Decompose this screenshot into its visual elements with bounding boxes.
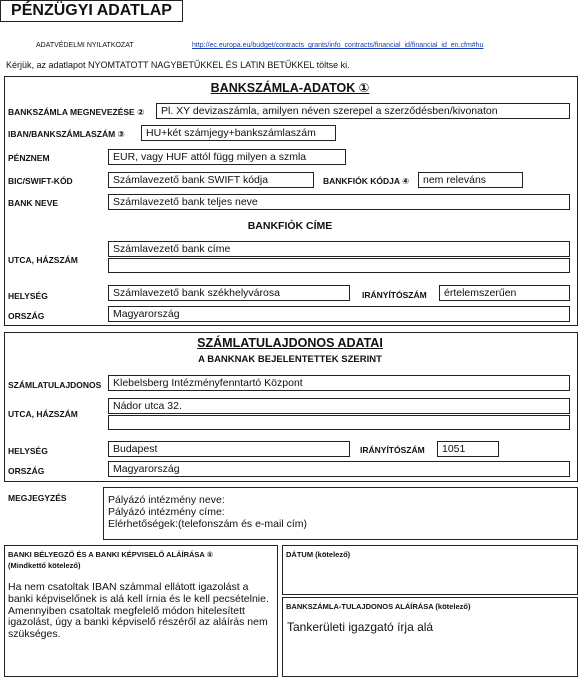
branch-address-title: BANKFIÓK CÍME (247, 220, 333, 232)
owner-city-label: HELYSÉG (8, 446, 48, 456)
bank-stamp-label: BANKI BÉLYEGZŐ ÉS A BANKI KÉPVISELŐ ALÁÍRÁSA ⑤ (8, 550, 213, 559)
bank-account-name-label: BANKSZÁMLA MEGNEVEZÉSE ② (8, 107, 145, 117)
owner-section-subtitle: A BANKNAK BEJELENTETTEK SZERINT (198, 354, 382, 365)
iban-field[interactable]: HU+két számjegy+bankszámlaszám (141, 125, 336, 141)
owner-country-label: ORSZÁG (8, 466, 45, 476)
bank-name-field[interactable]: Számlavezető bank teljes neve (108, 194, 570, 210)
owner-signature-label: BANKSZÁMLA-TULAJDONOS ALÁÍRÁSA (kötelező) (286, 602, 471, 611)
remarks-text: Pályázó intézmény neve: Pályázó intézmény címe: Elérhetőségek:(telefonszám és e-mail cím) (108, 494, 307, 530)
bank-name-label: BANK NEVE (8, 198, 59, 208)
owner-street-field-2[interactable] (108, 415, 570, 430)
currency-field[interactable]: EUR, vagy HUF attól függ milyen a szmla (108, 149, 346, 165)
bank-city-label: HELYSÉG (8, 291, 48, 301)
currency-label: PÉNZNEM (8, 153, 50, 163)
owner-street-label: UTCA, HÁZSZÁM (8, 409, 78, 419)
privacy-notice: ADATVÉDELMI NYILATKOZAT (36, 42, 134, 49)
fill-instruction: Kérjük, az adatlapot NYOMTATOTT NAGYBETŰKKEL ÉS LATIN BETŰKKEL töltse ki. (6, 60, 350, 70)
bank-street-field[interactable]: Számlavezető bank címe (108, 241, 570, 257)
owner-zip-label: IRÁNYÍTÓSZÁM (360, 445, 425, 455)
holder-label: SZÁMLATULAJDONOS (8, 380, 102, 390)
bank-street-field-2[interactable] (108, 258, 570, 273)
bank-city-field[interactable]: Számlavezető bank székhelyvárosa (108, 285, 350, 301)
owner-signature-text: Tankerületi igazgató írja alá (287, 620, 434, 634)
bank-stamp-text: Ha nem csatoltak IBAN számmal ellátott igazolást a banki képviselőnek is alá kell írnia és le kell pecsételnie. Amennyiben csatoltak megfelelő módon hitelesített igazolást, úgy a banki képviselő részéről az aláírás nem szükséges. (8, 581, 269, 641)
owner-city-field[interactable]: Budapest (108, 441, 350, 457)
bank-stamp-sublabel: (Mindkettő kötelező) (8, 561, 81, 570)
holder-field[interactable]: Klebelsberg Intézményfenntartó Központ (108, 375, 570, 391)
bank-account-name-field[interactable]: Pl. XY devizaszámla, amilyen néven szerepel a szerződésben/kivonaton (156, 103, 570, 119)
privacy-link[interactable]: http://ec.europa.eu/budget/contracts_grants/info_contracts/financial_id/financial_id_en.cfm#hu (192, 42, 484, 49)
owner-section-title: SZÁMLATULAJDONOS ADATAI (197, 336, 383, 350)
branch-code-field[interactable]: nem releváns (418, 172, 523, 188)
owner-street-field[interactable]: Nádor utca 32. (108, 398, 570, 414)
bic-field[interactable]: Számlavezető bank SWIFT kódja (108, 172, 314, 188)
owner-zip-field[interactable]: 1051 (437, 441, 499, 457)
bank-zip-field[interactable]: értelemszerűen (439, 285, 570, 301)
bank-country-field[interactable]: Magyarország (108, 306, 570, 322)
bic-label: BIC/SWIFT-KÓD (8, 176, 73, 186)
remarks-label: MEGJEGYZÉS (8, 493, 67, 503)
bank-street-label: UTCA, HÁZSZÁM (8, 255, 78, 265)
bank-zip-label: IRÁNYÍTÓSZÁM (362, 290, 427, 300)
branch-code-label: BANKFIÓK KÓDJA ④ (323, 176, 410, 186)
bank-country-label: ORSZÁG (8, 311, 45, 321)
iban-label: IBAN/BANKSZÁMLASZÁM ③ (8, 129, 125, 139)
owner-country-field[interactable]: Magyarország (108, 461, 570, 477)
bank-section-title: BANKSZÁMLA-ADATOK ① (210, 81, 370, 95)
date-label: DÁTUM (kötelező) (286, 550, 351, 559)
page-title: PÉNZÜGYI ADATLAP (0, 0, 183, 22)
